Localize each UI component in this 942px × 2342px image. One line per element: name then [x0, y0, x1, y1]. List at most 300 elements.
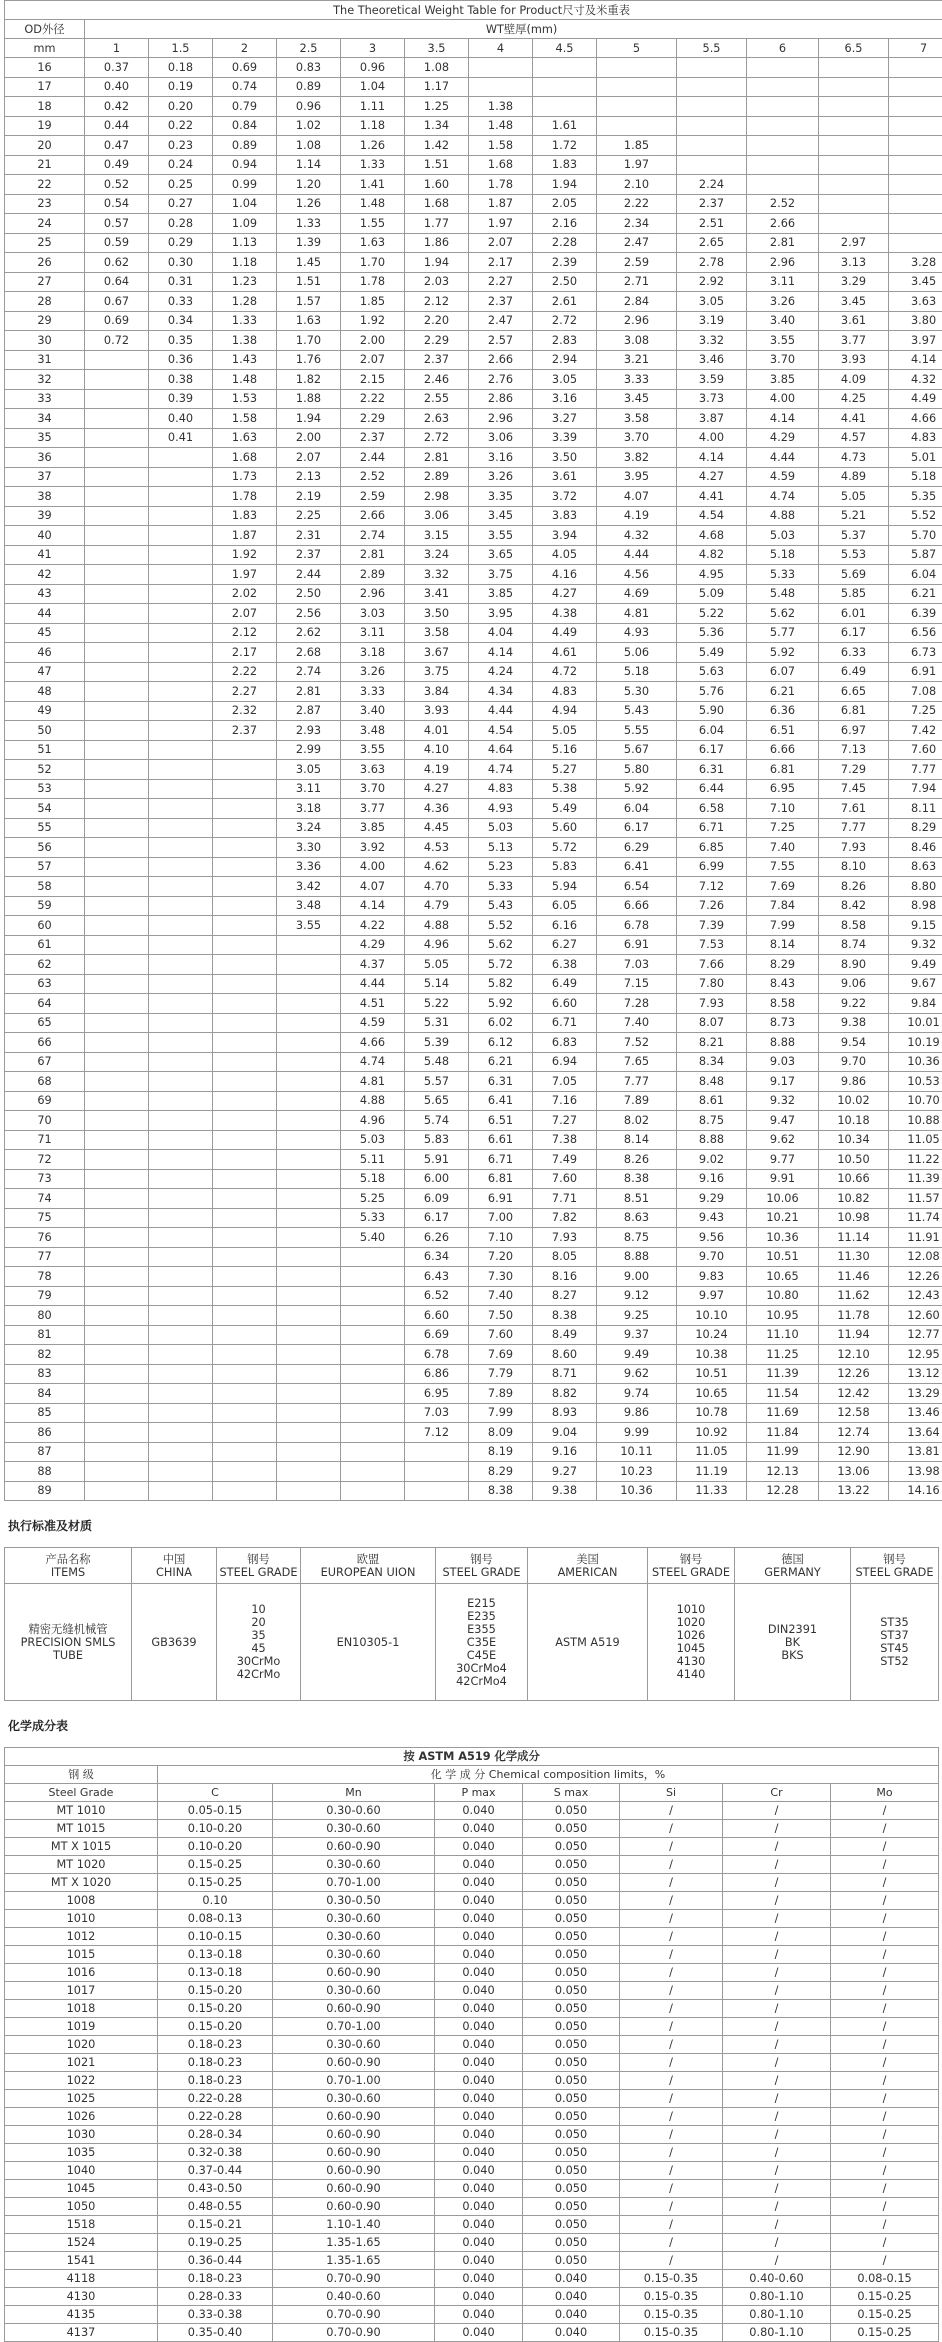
weight-value: 3.45	[819, 292, 889, 312]
weight-value: 2.16	[533, 214, 597, 234]
weight-value: 6.33	[819, 643, 889, 663]
weight-value: 1.09	[213, 214, 277, 234]
weight-value: 8.90	[819, 955, 889, 975]
weight-value: 4.07	[597, 487, 677, 507]
chem-value: 0.040	[435, 2216, 523, 2234]
chem-value: 0.050	[523, 2252, 620, 2270]
weight-value: 0.24	[149, 155, 213, 175]
weight-value: 2.98	[405, 487, 469, 507]
steel-grade: 1008	[5, 1892, 158, 1910]
chem-table-title: 按 ASTM A519 化学成分	[5, 1748, 939, 1766]
weight-row	[5, 1345, 942, 1365]
weight-value: 7.49	[533, 1150, 597, 1170]
chem-value: 0.050	[523, 1856, 620, 1874]
america-grades-cell	[648, 1584, 735, 1701]
od-value: 30	[5, 331, 85, 351]
weight-value: 3.87	[677, 409, 747, 429]
chem-value: /	[723, 2126, 831, 2144]
weight-value	[277, 1247, 341, 1267]
weight-value: 5.87	[889, 545, 942, 565]
standards-header-cn: 德国	[735, 1553, 850, 1566]
chem-value: 0.050	[523, 2198, 620, 2216]
chem-value: 0.13-0.18	[158, 1964, 273, 1982]
weight-value: 6.12	[469, 1033, 533, 1053]
weight-value: 1.42	[405, 136, 469, 156]
weight-value: 11.78	[819, 1306, 889, 1326]
weight-value	[85, 1208, 149, 1228]
chem-value: 0.32-0.38	[158, 2144, 273, 2162]
weight-row	[5, 77, 942, 97]
chem-value: /	[620, 2072, 723, 2090]
weight-value	[819, 194, 889, 214]
weight-value: 4.96	[405, 935, 469, 955]
weight-value: 4.54	[469, 721, 533, 741]
weight-value: 5.43	[469, 896, 533, 916]
weight-value: 0.96	[277, 97, 341, 117]
chem-value: 0.15-0.21	[158, 2216, 273, 2234]
weight-value: 0.27	[149, 194, 213, 214]
weight-value: 0.40	[149, 409, 213, 429]
weight-value: 8.10	[819, 857, 889, 877]
od-value: 66	[5, 1033, 85, 1053]
weight-value: 9.17	[747, 1072, 819, 1092]
weight-row	[5, 1150, 942, 1170]
weight-value	[149, 1403, 213, 1423]
chem-value: 0.040	[523, 2270, 620, 2288]
wt-label: WT壁厚(mm)	[85, 20, 942, 39]
weight-value	[85, 896, 149, 916]
weight-value: 7.71	[533, 1189, 597, 1209]
weight-value	[277, 1189, 341, 1209]
chem-value: /	[620, 2090, 723, 2108]
weight-value: 0.28	[149, 214, 213, 234]
weight-value: 7.82	[533, 1208, 597, 1228]
chem-row	[5, 2108, 939, 2126]
weight-value: 3.55	[277, 916, 341, 936]
steel-grade: 1524	[5, 2234, 158, 2252]
weight-value: 7.39	[677, 916, 747, 936]
weight-value: 2.99	[277, 740, 341, 760]
weight-value: 12.26	[889, 1267, 942, 1287]
weight-value: 2.56	[277, 604, 341, 624]
chem-value: 0.040	[435, 2252, 523, 2270]
weight-value	[149, 1013, 213, 1033]
weight-row	[5, 799, 942, 819]
chem-value: 0.050	[523, 2126, 620, 2144]
od-label: OD外径	[5, 20, 85, 39]
weight-value: 5.13	[469, 838, 533, 858]
europe-grades-cell	[436, 1584, 528, 1701]
weight-value: 10.38	[677, 1345, 747, 1365]
weight-value	[85, 935, 149, 955]
chem-value: 0.050	[523, 1820, 620, 1838]
weight-value: 9.99	[597, 1423, 677, 1443]
weight-value: 6.16	[533, 916, 597, 936]
weight-value: 4.14	[677, 448, 747, 468]
standards-line: TUBE	[5, 1649, 131, 1662]
weight-value: 2.00	[341, 331, 405, 351]
chem-value: 0.050	[523, 2108, 620, 2126]
weight-value: 8.88	[677, 1130, 747, 1150]
weight-value	[149, 448, 213, 468]
weight-value	[149, 1247, 213, 1267]
weight-value	[149, 760, 213, 780]
od-value: 44	[5, 604, 85, 624]
weight-value	[889, 116, 942, 136]
weight-row	[5, 1442, 942, 1462]
china-grades-cell	[217, 1584, 301, 1701]
weight-value: 9.32	[747, 1091, 819, 1111]
weight-value	[149, 1345, 213, 1365]
weight-value	[85, 682, 149, 702]
weight-value	[213, 1228, 277, 1248]
weight-value: 2.10	[597, 175, 677, 195]
weight-value: 4.83	[533, 682, 597, 702]
weight-value: 5.72	[469, 955, 533, 975]
weight-value	[85, 1286, 149, 1306]
weight-value: 10.95	[747, 1306, 819, 1326]
weight-value: 3.80	[889, 311, 942, 331]
weight-value: 4.62	[405, 857, 469, 877]
weight-value: 2.25	[277, 506, 341, 526]
weight-value: 6.61	[469, 1130, 533, 1150]
od-value: 59	[5, 896, 85, 916]
weight-value: 2.47	[469, 311, 533, 331]
weight-row	[5, 1091, 942, 1111]
weight-value: 1.04	[213, 194, 277, 214]
weight-value: 6.49	[533, 974, 597, 994]
weight-value	[213, 935, 277, 955]
weight-value: 5.43	[597, 701, 677, 721]
weight-value	[213, 1247, 277, 1267]
weight-value: 1.53	[213, 389, 277, 409]
chem-value: /	[831, 1820, 939, 1838]
steel-grade: 1050	[5, 2198, 158, 2216]
weight-value: 5.62	[469, 935, 533, 955]
chem-row	[5, 1820, 939, 1838]
weight-value: 6.95	[747, 779, 819, 799]
chem-row	[5, 2234, 939, 2252]
weight-value: 13.29	[889, 1384, 942, 1404]
wall-thickness-header: 1.5	[149, 39, 213, 58]
weight-value: 3.59	[677, 370, 747, 390]
weight-row	[5, 370, 942, 390]
weight-value	[277, 1364, 341, 1384]
weight-value: 2.37	[405, 350, 469, 370]
od-value: 35	[5, 428, 85, 448]
weight-value	[889, 155, 942, 175]
weight-value	[341, 1423, 405, 1443]
weight-value: 7.77	[889, 760, 942, 780]
weight-value: 1.61	[533, 116, 597, 136]
weight-value: 5.33	[341, 1208, 405, 1228]
steel-grade: 1019	[5, 2018, 158, 2036]
weight-value: 7.65	[597, 1052, 677, 1072]
chem-row	[5, 2288, 939, 2306]
weight-value: 6.21	[747, 682, 819, 702]
weight-value: 3.61	[819, 311, 889, 331]
weight-value: 7.00	[469, 1208, 533, 1228]
weight-row	[5, 916, 942, 936]
weight-value: 8.34	[677, 1052, 747, 1072]
weight-value: 13.98	[889, 1462, 942, 1482]
od-value: 69	[5, 1091, 85, 1111]
chem-value: /	[831, 2126, 939, 2144]
weight-value	[149, 1228, 213, 1248]
weight-value: 11.22	[889, 1150, 942, 1170]
weight-value: 1.25	[405, 97, 469, 117]
weight-value: 0.47	[85, 136, 149, 156]
weight-row	[5, 116, 942, 136]
steel-grade: 1025	[5, 2090, 158, 2108]
weight-row	[5, 175, 942, 195]
weight-value: 5.05	[405, 955, 469, 975]
steel-grade: 1010	[5, 1910, 158, 1928]
weight-value: 9.97	[677, 1286, 747, 1306]
steel-grade: MT X 1015	[5, 1838, 158, 1856]
od-value: 75	[5, 1208, 85, 1228]
standards-header-cn: 钢号	[851, 1553, 938, 1566]
weight-value	[149, 545, 213, 565]
weight-value: 5.01	[889, 448, 942, 468]
weight-value: 2.89	[341, 565, 405, 585]
weight-value: 1.39	[277, 233, 341, 253]
weight-value: 2.96	[341, 584, 405, 604]
weight-value	[597, 97, 677, 117]
chem-value: 0.040	[435, 2108, 523, 2126]
weight-value: 8.48	[677, 1072, 747, 1092]
weight-value: 5.18	[747, 545, 819, 565]
weight-value: 4.04	[469, 623, 533, 643]
chem-value: 0.15-0.35	[620, 2306, 723, 2324]
steel-grade: 1016	[5, 1964, 158, 1982]
weight-value: 2.37	[469, 292, 533, 312]
weight-value: 8.82	[533, 1384, 597, 1404]
chem-value: /	[831, 2072, 939, 2090]
weight-value: 6.81	[819, 701, 889, 721]
weight-value	[341, 1462, 405, 1482]
weight-row	[5, 506, 942, 526]
standards-line: 35	[217, 1629, 300, 1642]
chem-value: 0.70-1.00	[273, 2072, 435, 2090]
weight-value	[149, 799, 213, 819]
weight-value	[85, 916, 149, 936]
weight-value: 6.65	[819, 682, 889, 702]
weight-value	[85, 1130, 149, 1150]
chem-row	[5, 2000, 939, 2018]
od-value: 50	[5, 721, 85, 741]
chemical-table	[4, 1747, 939, 2342]
weight-value: 4.95	[677, 565, 747, 585]
weight-value: 1.78	[213, 487, 277, 507]
weight-value: 4.14	[341, 896, 405, 916]
weight-value: 9.15	[889, 916, 942, 936]
weight-value: 3.29	[819, 272, 889, 292]
chem-value: 0.60-0.90	[273, 2144, 435, 2162]
weight-row	[5, 350, 942, 370]
weight-value	[149, 506, 213, 526]
weight-row	[5, 1189, 942, 1209]
weight-value: 11.46	[819, 1267, 889, 1287]
weight-row	[5, 1013, 942, 1033]
weight-value: 8.63	[597, 1208, 677, 1228]
chem-value: /	[831, 1856, 939, 1874]
weight-value: 12.77	[889, 1325, 942, 1345]
weight-value: 7.03	[597, 955, 677, 975]
weight-value: 9.03	[747, 1052, 819, 1072]
weight-value: 6.60	[533, 994, 597, 1014]
weight-value: 6.44	[677, 779, 747, 799]
weight-value: 4.01	[405, 721, 469, 741]
weight-value	[213, 994, 277, 1014]
weight-value	[85, 643, 149, 663]
weight-value	[819, 97, 889, 117]
weight-value	[747, 77, 819, 97]
weight-value: 9.37	[597, 1325, 677, 1345]
weight-row	[5, 194, 942, 214]
weight-value: 1.68	[213, 448, 277, 468]
weight-value: 4.34	[469, 682, 533, 702]
weight-value: 0.84	[213, 116, 277, 136]
od-value: 73	[5, 1169, 85, 1189]
weight-value: 1.60	[405, 175, 469, 195]
chem-value: /	[620, 1964, 723, 1982]
wall-thickness-header: 7	[889, 39, 942, 58]
weight-value	[277, 1208, 341, 1228]
weight-value: 1.18	[341, 116, 405, 136]
weight-value: 12.95	[889, 1345, 942, 1365]
weight-value: 1.51	[405, 155, 469, 175]
chem-value: 0.70-0.90	[273, 2306, 435, 2324]
chem-value: 0.35-0.40	[158, 2324, 273, 2342]
chem-value: /	[620, 1910, 723, 1928]
weight-value: 9.29	[677, 1189, 747, 1209]
steel-grade: MT 1010	[5, 1802, 158, 1820]
weight-value: 0.42	[85, 97, 149, 117]
chem-value: 0.040	[435, 1946, 523, 1964]
chem-value: /	[723, 2252, 831, 2270]
weight-row	[5, 428, 942, 448]
weight-value: 9.62	[747, 1130, 819, 1150]
chem-value: 0.15-0.35	[620, 2324, 723, 2342]
chem-value: /	[831, 2162, 939, 2180]
od-value: 82	[5, 1345, 85, 1365]
standards-line: 20	[217, 1616, 300, 1629]
weight-value	[277, 1169, 341, 1189]
steel-grade: MT 1015	[5, 1820, 158, 1838]
weight-value: 8.61	[677, 1091, 747, 1111]
weight-row	[5, 1481, 942, 1501]
weight-value: 7.99	[747, 916, 819, 936]
weight-value: 0.22	[149, 116, 213, 136]
weight-value: 2.31	[277, 526, 341, 546]
steel-grade: 1018	[5, 2000, 158, 2018]
weight-value	[85, 1013, 149, 1033]
chem-value: 0.040	[435, 2162, 523, 2180]
weight-value: 3.41	[405, 584, 469, 604]
standards-header	[648, 1548, 735, 1584]
chem-value: 0.050	[523, 1982, 620, 2000]
weight-value: 2.57	[469, 331, 533, 351]
chem-value: 0.040	[435, 1802, 523, 1820]
weight-value: 3.27	[533, 409, 597, 429]
weight-value	[149, 857, 213, 877]
chem-value: /	[620, 2180, 723, 2198]
weight-value: 4.27	[405, 779, 469, 799]
weight-value: 2.22	[341, 389, 405, 409]
weight-value: 0.30	[149, 253, 213, 273]
weight-value: 1.48	[213, 370, 277, 390]
weight-value: 8.71	[533, 1364, 597, 1384]
weight-value: 9.27	[533, 1462, 597, 1482]
weight-value: 3.48	[341, 721, 405, 741]
chem-value: /	[831, 2090, 939, 2108]
od-value: 85	[5, 1403, 85, 1423]
weight-value: 11.57	[889, 1189, 942, 1209]
weight-value: 3.06	[469, 428, 533, 448]
weight-value: 2.22	[213, 662, 277, 682]
weight-value: 5.62	[747, 604, 819, 624]
chem-value: 0.050	[523, 1946, 620, 1964]
weight-value: 2.59	[341, 487, 405, 507]
chem-row	[5, 1802, 939, 1820]
chem-value: 0.050	[523, 1802, 620, 1820]
weight-value	[85, 818, 149, 838]
chem-row	[5, 2306, 939, 2324]
weight-row	[5, 1247, 942, 1267]
weight-value: 7.12	[405, 1423, 469, 1443]
steel-grade: 1040	[5, 2162, 158, 2180]
weight-value: 0.20	[149, 97, 213, 117]
chem-value: /	[620, 2252, 723, 2270]
weight-value	[85, 1189, 149, 1209]
weight-value	[85, 565, 149, 585]
weight-value	[213, 1345, 277, 1365]
weight-value	[277, 1091, 341, 1111]
weight-value: 11.99	[747, 1442, 819, 1462]
od-value: 21	[5, 155, 85, 175]
od-value: 68	[5, 1072, 85, 1092]
standards-header	[5, 1548, 132, 1584]
weight-value	[149, 487, 213, 507]
weight-value: 3.97	[889, 331, 942, 351]
weight-value: 2.37	[213, 721, 277, 741]
weight-value	[277, 1111, 341, 1131]
chem-value: /	[831, 2216, 939, 2234]
weight-value: 10.34	[819, 1130, 889, 1150]
weight-value	[149, 916, 213, 936]
standards-line: GB3639	[132, 1636, 216, 1649]
weight-row	[5, 584, 942, 604]
weight-value	[277, 974, 341, 994]
weight-value: 3.18	[277, 799, 341, 819]
weight-value	[747, 116, 819, 136]
steel-grade: 1030	[5, 2126, 158, 2144]
chem-value: 1.10-1.40	[273, 2216, 435, 2234]
weight-value: 2.13	[277, 467, 341, 487]
weight-value: 2.93	[277, 721, 341, 741]
weight-value: 4.74	[341, 1052, 405, 1072]
chem-row	[5, 2126, 939, 2144]
chem-value: /	[831, 1874, 939, 1892]
weight-value: 3.83	[533, 506, 597, 526]
chem-column-header: Cr	[723, 1784, 831, 1802]
weight-value: 8.51	[597, 1189, 677, 1209]
weight-value	[85, 350, 149, 370]
chem-value: 0.30-0.60	[273, 1856, 435, 1874]
weight-value: 6.04	[889, 565, 942, 585]
chem-value: /	[620, 2000, 723, 2018]
